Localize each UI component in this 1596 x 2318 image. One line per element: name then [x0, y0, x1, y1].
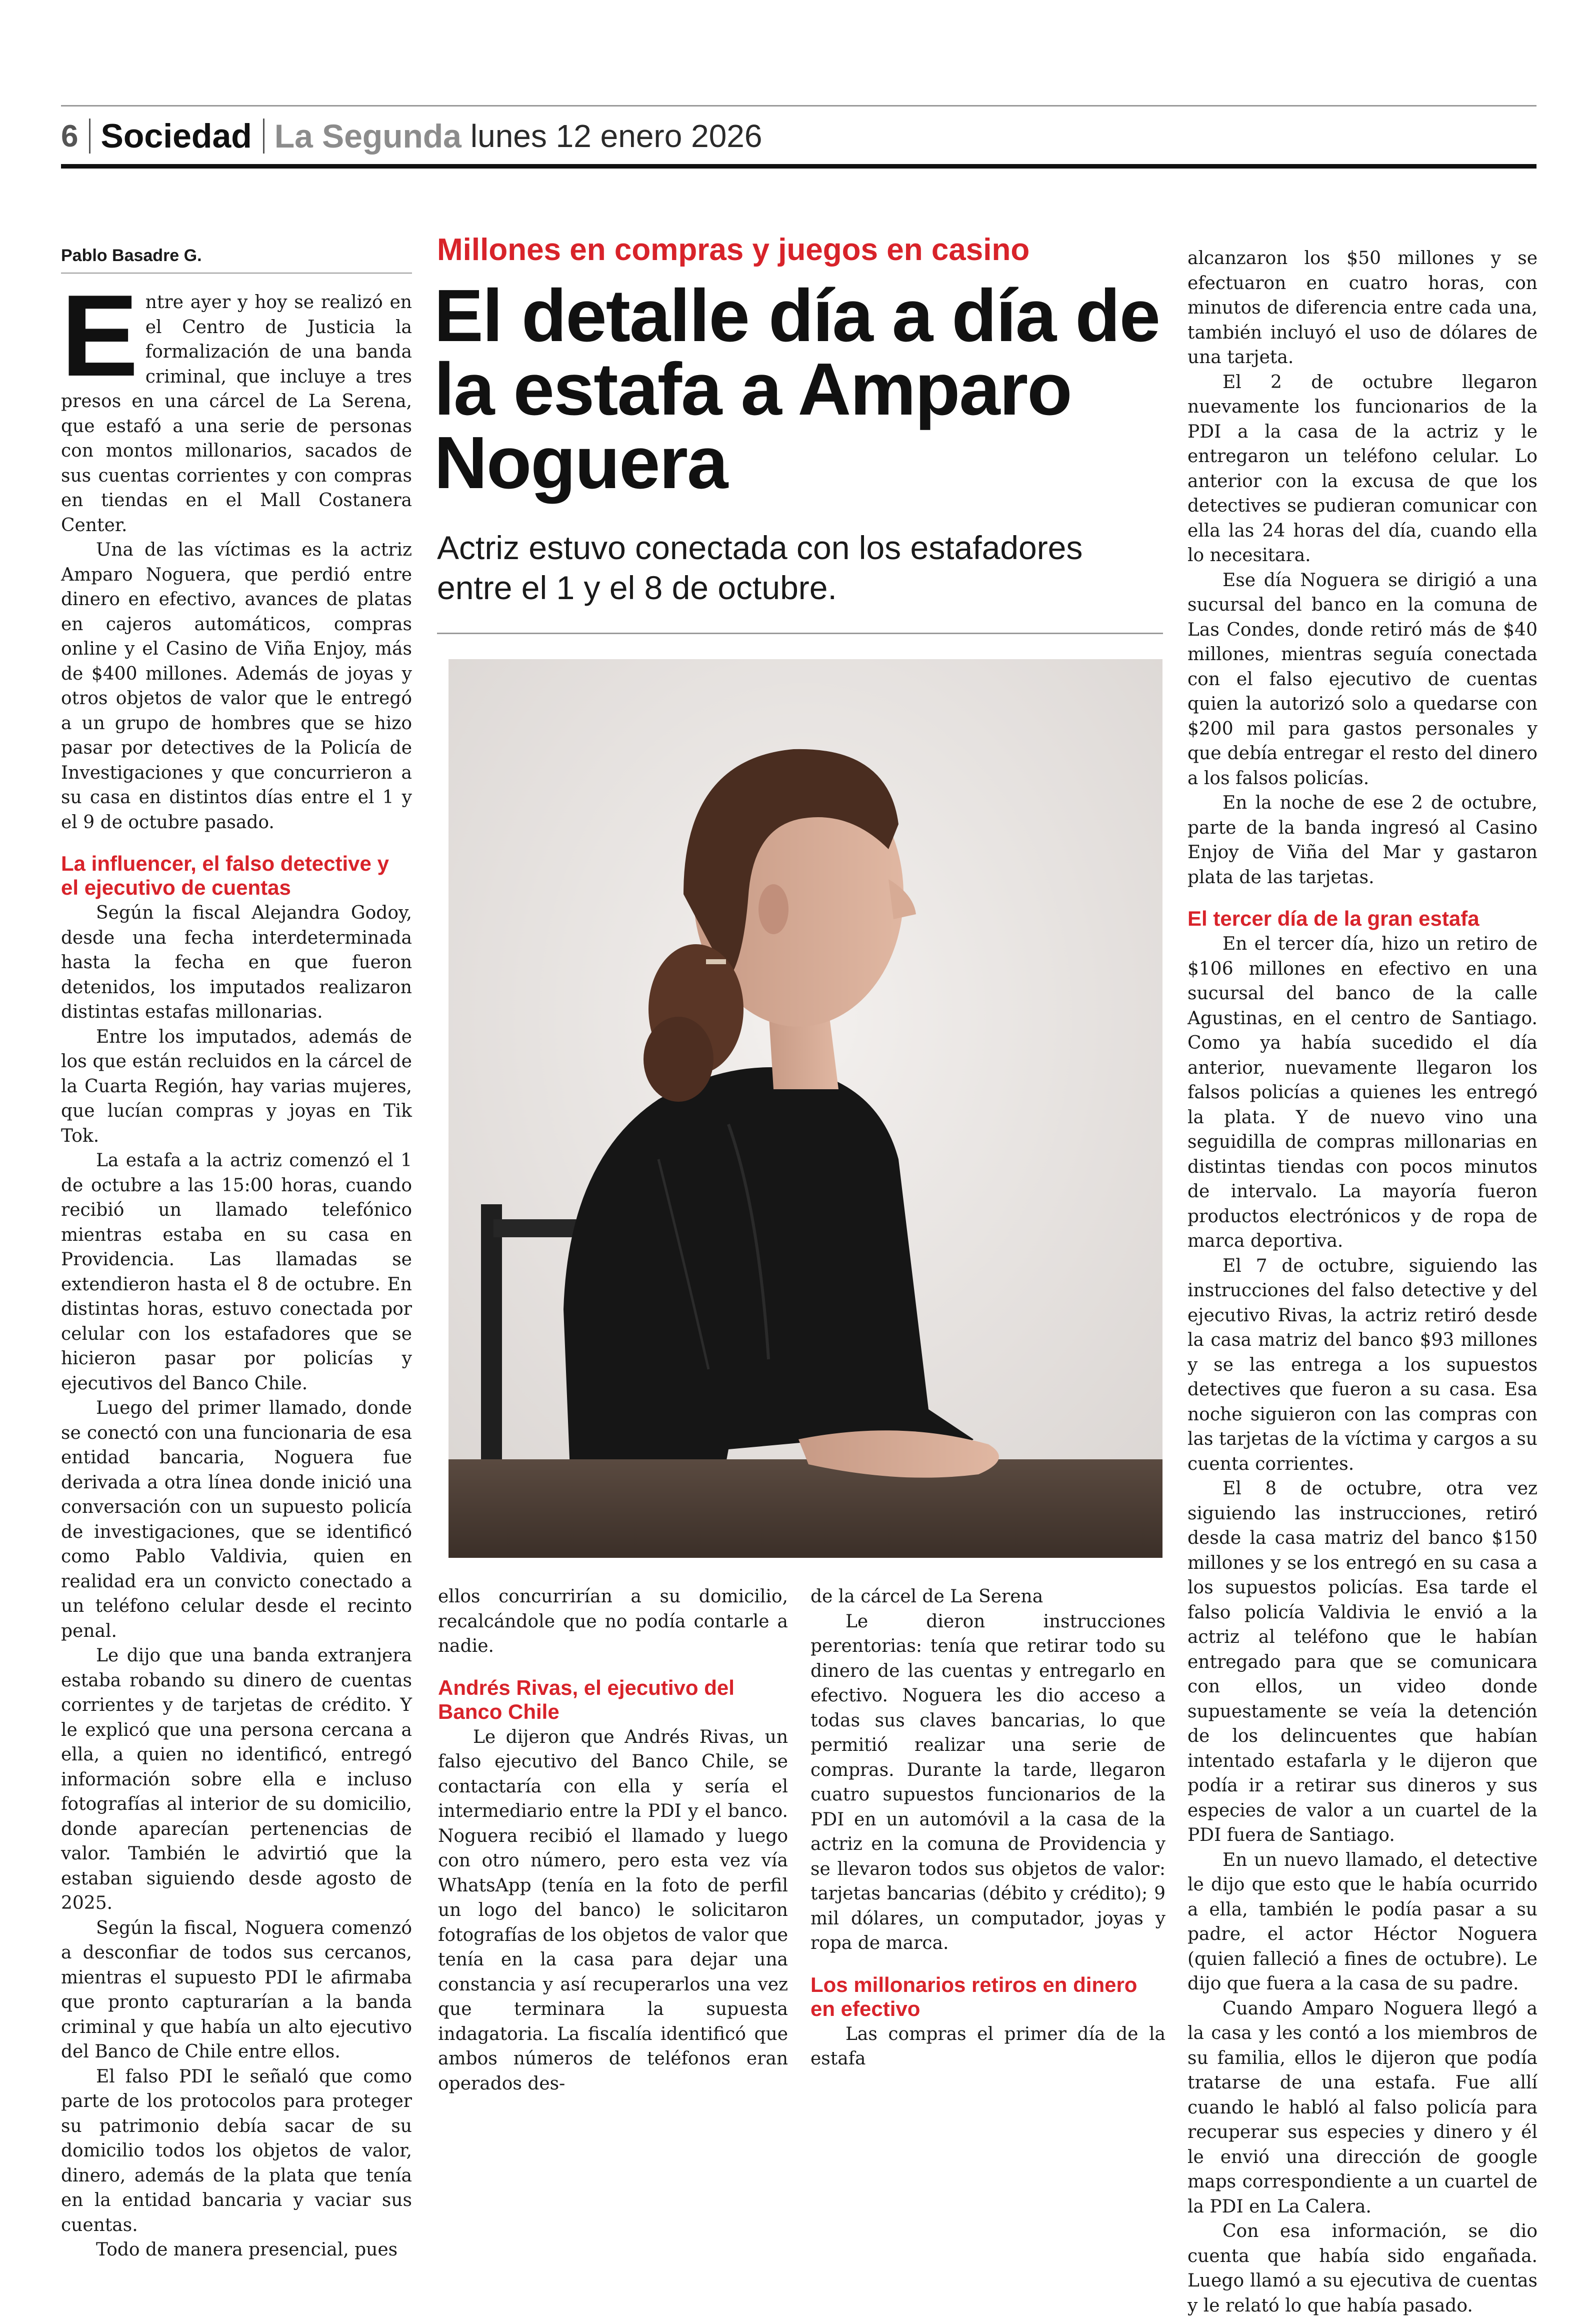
subhead-influencer: La influencer, el falso detective y el ejecutivo de cuentas [61, 852, 389, 899]
subhead-andres-rivas: Andrés Rivas, el ejecutivo del Banco Chile [438, 1675, 734, 1723]
section-name: Sociedad [100, 117, 252, 155]
article-column-2 [438, 1584, 788, 2096]
article-paragraph: ellos concurrirían a su domicilio, recalcándole que no podía contarle a nadie. [438, 1586, 788, 1656]
article-paragraph [61, 271, 412, 538]
article-paragraph: El 8 de octubre, otra vez siguiendo las instrucciones, retiró desde la casa matriz del banco $150 millones y se los entregó en su casa a los supuestos policías. Esa tarde el falso policía Valdivia le envió a la actriz al teléfono que le habían entregado para que se comunicara con ellos, un video donde supuestamente se veía la detención de los delincuentes que habían intentado estafarla y le dijeron que podía ir a retirar sus dineros y sus especies de valor a un cuartel de la PDI fuera de Santiago. [1188, 1478, 1538, 1845]
page-header [61, 111, 762, 161]
article-paragraph: En un nuevo llamado, el detective le dijo que esto que le había ocurrido a ella, también le podía pasar a su padre, el actor Héctor Noguera (quien falleció a fines de octubre). Le dijo que fuera a la casa de su padre. [1188, 1849, 1538, 1994]
article-paragraph: Con esa información, se dio cuenta que había sido engañada. Luego llamó a su ejecutiva de cuentas y le relató lo que había pasado. [1188, 2221, 1538, 2316]
article-paragraph: Según la fiscal, Noguera comenzó a desconfiar de todos sus cercanos, mientras el supuesto PDI le afirmaba que pronto capturarían a la banda criminal y que había un alto ejecutivo del Banco de Chile entre ellos. [61, 1917, 412, 2062]
article-paragraph: El 2 de octubre llegaron nuevamente los funcionarios de la PDI a la casa de la actriz y le entregaron un teléfono celular. Lo anterior con la excusa de que los detectives se pudieran comunicar con ella las 24 horas del día, cuando ella lo necesitara. [1188, 372, 1538, 566]
header-separator [89, 119, 90, 154]
article-photo [448, 659, 1162, 1558]
page-number: 6 [61, 119, 78, 154]
article-paragraph: En el tercer día, hizo un retiro de $106 millones en efectivo en una sucursal del banco de la calle Agustinas, en el centro de Santiago. Como ya había sucedido el día anterior, nuevamente llegaron los falsos policías a quienes les entregó la plata. Y de nuevo vino una seguidilla de compras millonarias en distintas tiendas con pocos minutos de intervalo. La mayoría fueron productos electrónicos y de ropa de marca deportiva. [1188, 934, 1538, 1251]
issue-date: lunes 12 enero 2026 [470, 118, 762, 154]
article-paragraph: Le dijeron que Andrés Rivas, un falso ejecutivo del Banco Chile, se contactaría con ella y sería el intermediario entre la PDI y el banco. Noguera recibió el llamado y luego con otro número, pero esta vez vía WhatsApp (tenía en la foto de perfil un logo del banco) le solicitaron fotografías de los objetos de valor que tenía en la casa para dejar una constancia y así recuperarlos una vez que terminara la supuesta indagatoria. La fiscalía identificó que ambos números de teléfonos eran operados des- [438, 1726, 788, 2094]
article-paragraph: Entre los imputados, además de los que están recluidos en la cárcel de la Cuarta Región, hay varias mujeres, que lucían compras y joyas en Tik Tok. [61, 1026, 412, 1146]
article-paragraph: Cuando Amparo Noguera llegó a la casa y les contó a los miembros de su familia, ellos le dijeron que podía tratarse de una estafa. Fue allí cuando le habló al falso policía para recuperar sus especies y dinero y él le envió una dirección de google maps correspondiente a un cuartel de la PDI en La Calera. [1188, 1998, 1538, 2217]
article-column-4 [1188, 246, 1538, 2318]
article-column-3 [810, 1584, 1166, 2071]
article-paragraph: Según la fiscal Alejandra Godoy, desde una fecha interdeterminada hasta la fecha en que fueron detenidos, los imputados realizaron distintas estafas millonarias. [61, 903, 412, 1022]
article-paragraph: Le dieron instrucciones perentorias: tenía que retirar todo su dinero de las cuentas y entregarlo en efectivo. Noguera les dio acceso a todas sus claves bancarias, lo que permitió realizar una serie de compras. Durante la tarde, llegaron cuatro supuestos funcionarios de la PDI en un automóvil a la casa de la actriz en la comuna de Providencia y se llevaron todos sus objetos de valor: tarjetas bancarias (débito y crédito); 9 mil dólares, un computador, joyas y ropa de marca. [810, 1611, 1166, 1953]
article-headline: El detalle día a día de la estafa a Amparo Noguera [434, 275, 1160, 504]
header-separator [263, 119, 264, 154]
article-paragraph: El 7 de octubre, siguiendo las instrucciones del falso detective y del ejecutivo Rivas, la actriz retiró desde la casa matriz del banco $93 millones y se las entrega a los supuestos detectives que fueron a su casa. Esa noche siguieron con las compras con las tarjetas de la víctima y cargos a su cuenta corrientes. [1188, 1255, 1538, 1474]
article-paragraph: Luego del primer llamado, donde se conectó con una funcionaria de esa entidad bancaria, Noguera fue derivada a otra línea donde inició una conversación con un supuesto policía de investigaciones, que se identificó como Pablo Valdivia, quien en realidad era un convicto conectado a un teléfono celular desde el recinto penal. [61, 1398, 412, 1641]
article-paragraph: En la noche de ese 2 de octubre, parte de la banda ingresó al Casino Enjoy de Viña del Mar y gastaron plata de las tarjetas. [1188, 793, 1538, 888]
article-column-1 [61, 271, 412, 2262]
article-paragraph: alcanzaron los $50 millones y se efectuaron en cuatro horas, con minutos de diferencia entre cada una, también incluyó el uso de dólares de una tarjeta. [1188, 248, 1538, 368]
article-paragraph: La estafa a la actriz comenzó el 1 de octubre a las 15:00 horas, cuando recibió un llamado telefónico mientras estaba en su casa en Providencia. Las llamadas se extendieron hasta el 8 de octubre. En distintas horas, estuvo conectada por celular con los estafadores que se hicieron pasar por policías y ejecutivos del Banco Chile. [61, 1150, 412, 1394]
subhead-millonarios-retiros: Los millonarios retiros en dinero en efectivo [810, 1972, 1138, 2020]
dropcap: E [61, 271, 138, 401]
subhead-tercer-dia: El tercer día de la gran estafa [1188, 907, 1480, 930]
byline: Pablo Basadre G. [61, 246, 412, 274]
header-top-rule [61, 105, 1536, 107]
newspaper-brand: La Segunda [274, 118, 462, 155]
article-paragraph: Todo de manera presencial, pues [96, 2239, 398, 2260]
header-bottom-rule [61, 164, 1536, 169]
article-paragraph: El falso PDI le señaló que como parte de los protocolos para proteger su patrimonio debía sacar de su domicilio todos los objetos de valor, dinero, además de la plata que tenía en la entidad bancaria y vaciar sus cuentas. [61, 2066, 412, 2235]
article-paragraph: Las compras el primer día de la estafa [810, 2023, 1166, 2069]
deck-divider [437, 633, 1163, 634]
article-paragraph: Ese día Noguera se dirigió a una sucursal del banco en la comuna de Las Condes, donde retiró más de $40 millones, mientras seguía conectada con el falso ejecutivo de cuentas quien la autorizó solo a quedarse con $200 mil para gastos personales y que debía entregar el resto del dinero a los falsos policías. [1188, 570, 1538, 789]
article-kicker: Millones en compras y juegos en casino [437, 233, 1030, 267]
article-paragraph: Le dijo que una banda extranjera estaba robando su dinero de cuentas corrientes y de tarjetas de crédito. Y le explicó que una persona cercana a ella, a quien no identificó, entregó información sobre ella e incluso fotografías al interior de su domicilio, donde aparecían pertenencias de valor. También le advirtió que la estaban siguiendo desde agosto de 2025. [61, 1645, 412, 1913]
photo-illustration [448, 659, 1162, 1558]
paragraph-text: ntre ayer y hoy se realizó en el Centro de Justicia la formalización de una banda criminal, que incluye a tres presos en una cárcel de La Serena, que estafó a una serie de personas con montos millonarios, sacados de sus cuentas corrientes y con compras en tiendas en el Mall Costanera Center. [61, 292, 412, 536]
article-deck: Actriz estuvo conectada con los estafadores entre el 1 y el 8 de octubre. [437, 529, 1083, 606]
article-paragraph: de la cárcel de La Serena [810, 1586, 1044, 1607]
article-paragraph: Una de las víctimas es la actriz Amparo Noguera, que perdió entre dinero en efectivo, avances de platas en cajeros automáticos, compras online y el Casino de Viña Enjoy, más de $400 millones. Además de joyas y otros objetos de valor que le entregó a un grupo de hombres que se hizo pasar por detectives de la Policía de Investigaciones y que concurrieron a su casa en distintos días entre el 1 y el 9 de octubre pasado. [61, 540, 412, 833]
